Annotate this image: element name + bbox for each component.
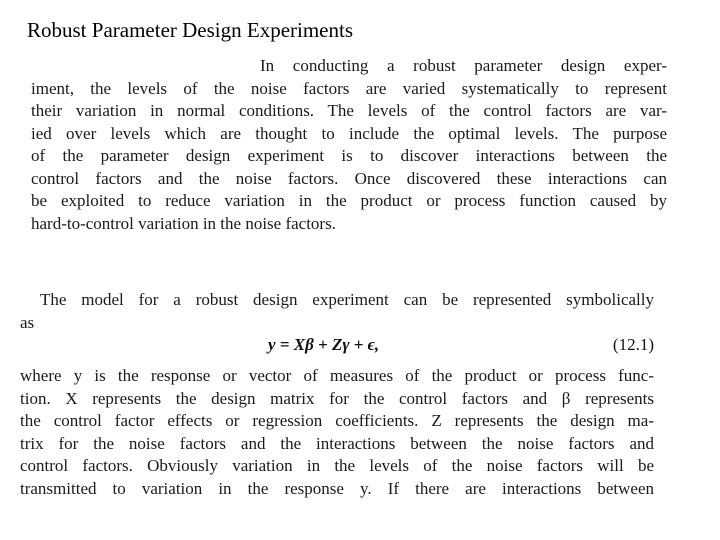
text-line: The model for a robust design experiment can be represented symbolically (40, 290, 654, 309)
text-line: as (20, 312, 35, 332)
equation-row (20, 335, 654, 361)
paragraph-model-intro (20, 289, 654, 334)
text-line: ied over levels which are thought to include the optimal levels. The purpose (31, 123, 667, 143)
text-line: hard-to-control variation in the noise factors. (31, 213, 336, 233)
paragraph-noise-factors (31, 55, 667, 235)
text-line: where y is the response or vector of measures of the product or process func- (20, 366, 654, 385)
text-line: control factors. Obviously variation in the levels of the noise factors will be (20, 456, 654, 475)
text-line: control factors and the noise factors. Once discovered these interactions can (31, 168, 667, 188)
text-line: their variation in normal conditions. The levels of the control factors are var- (31, 101, 667, 120)
text-line: In conducting a robust parameter design exper- (260, 56, 667, 75)
text-line: the control factor effects or regression coefficients. Z represents the design ma- (20, 411, 654, 430)
paragraph-model-explanation (20, 365, 654, 500)
equation-number: (12.1) (612, 335, 654, 354)
text-line: transmitted to variation in the response y. If there are interactions between (20, 478, 654, 498)
model-equation: y = Xβ + Zγ + ϵ, (268, 335, 380, 354)
text-line: iment, the levels of the noise factors are varied systematically to represent (31, 78, 667, 98)
text-line: tion. X represents the design matrix for the control factors and β represents (20, 388, 654, 408)
text-line: be exploited to reduce variation in the product or process function caused by (31, 191, 667, 210)
text-line: trix for the noise factors and the interactions between the noise factors and (20, 433, 654, 453)
text-line: of the parameter design experiment is to discover interactions between the (31, 146, 667, 165)
slide-title: Robust Parameter Design Experiments (27, 18, 354, 42)
